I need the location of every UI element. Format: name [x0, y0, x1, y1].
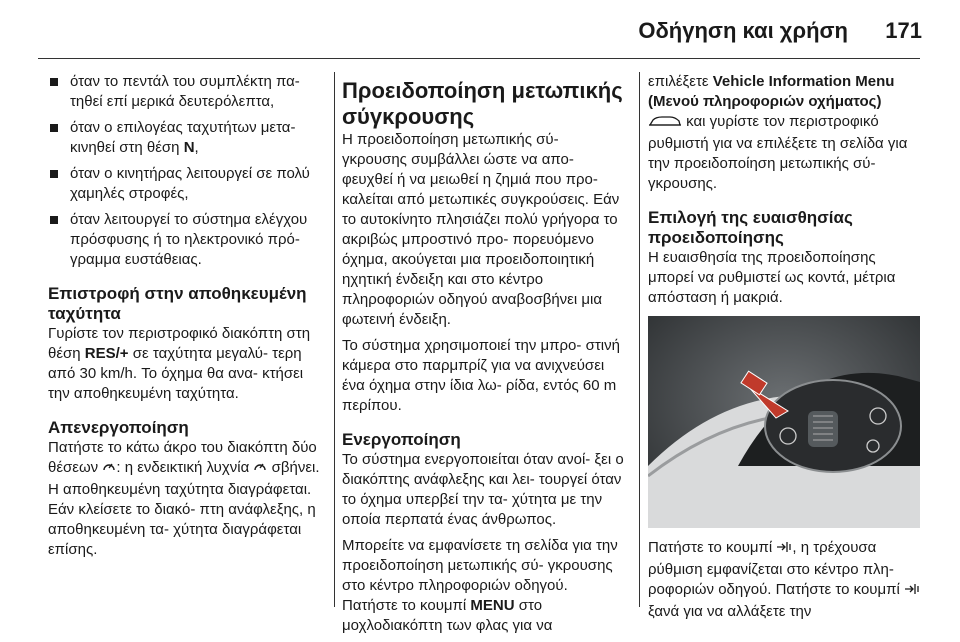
list-item-text: όταν λειτουργεί το σύστημα ελέγχου πρόσφυσης ή το ηλεκτρονικό πρό- γραμμα ευστάθειας. [70, 211, 308, 268]
sensitivity-button-icon [776, 540, 792, 560]
steering-wheel-photo [648, 316, 920, 528]
column-right [648, 72, 924, 628]
paragraph [648, 72, 924, 194]
paragraph-text-end: στο μοχλοδιακόπτη των φλας για να [342, 597, 553, 634]
list-item-text: όταν ο κινητήρας λειτουργεί σε πολύ χαμηλές στροφές, [70, 165, 310, 202]
paragraph-text: : η ενδεικτική λυχνία [116, 459, 254, 476]
paragraph-text: Μπορείτε να εμφανίσετε τη σελίδα για την προειδοποίηση μετωπικής σύ- γκρουσης στο κέντρο πληροφοριών οδηγού. Πατήστε το κουμπί [342, 537, 618, 614]
paragraph-text: Γυρίστε τον περιστροφικό διακόπτη στη θέση [48, 325, 311, 362]
paragraph-text-end: και γυρίστε τον περιστροφικό ρυθμιστή για να επιλέξετε τη σελίδα για την προειδοποίηση μετωπικής σύ- γκρουσης. [648, 113, 908, 192]
column-left [48, 72, 324, 566]
paragraph [48, 324, 324, 404]
paragraph: Η προειδοποίηση μετωπικής σύ- γκρουσης συμβάλλει ώστε να απο- φευχθεί ή να μειωθεί η ζημιά που προ- καλείται από μετωπικές συγκρούσεις. Εάν το αυτοκίνητο πλησιάζει πολύ γρήγορα το ακριβώς μπροστινό προ- πορευόμενο όχημα, ακούγεται μια προειδοποιητική ηχητική ένδειξη και στο κέντρο πληροφοριών οδηγού αναβοσβήνει μια φωτεινή ένδειξη. [342, 131, 620, 328]
paragraph [648, 538, 924, 622]
list-item-text: όταν ο επιλογέας ταχυτήτων μετα- κινηθεί στη θέση [70, 119, 296, 156]
switch-position: RES/+ [84, 345, 129, 362]
page-header [0, 0, 960, 60]
page-number: 171 [885, 18, 922, 43]
list-item-text: όταν το πεντάλ του συμπλέκτη πα- τηθεί επί μερικά δευτερόλεπτα, [70, 73, 300, 110]
section-title-resume: Επιστροφή στην αποθηκευμένη ταχύτητα [48, 284, 307, 323]
paragraph-text: , η τρέχουσα ρύθμιση εμφανίζεται στο κέντρο πλη- ροφοριών οδηγού. Πατήστε το κουμπί [648, 539, 904, 598]
list-item [48, 118, 324, 158]
paragraph-text-end: σε ταχύτητα μεγαλύ- τερη από 30 km/h. Το όχημα θα ανα- κτήσει την αποθηκευμένη ταχύτητα. [48, 345, 304, 402]
paragraph [342, 536, 624, 636]
condition-list [48, 72, 324, 270]
column-middle [342, 78, 624, 642]
header-title: Οδήγηση και χρήση [638, 18, 848, 43]
column-divider-right [639, 72, 640, 607]
list-item [48, 72, 324, 112]
cruise-control-icon [102, 460, 116, 480]
list-item [48, 164, 324, 204]
section-title-sensitivity: Επιλογή της ευαισθησίας προειδοποίησης [648, 208, 853, 247]
section-title-deactivation: Απενεργοποίηση [48, 418, 189, 437]
paragraph: Το σύστημα χρησιμοποιεί την μπρο- στινή κάμερα στο παρμπρίζ για να ανιχνεύσει ένα όχημα στην ίδια λω- ρίδα, εντός 60 m περίπου. [342, 337, 620, 414]
list-item-text-end: , [194, 139, 199, 156]
cruise-control-icon [253, 460, 267, 480]
column-divider-left [334, 72, 335, 607]
paragraph-text: Πατήστε το κουμπί [648, 539, 777, 556]
section-title-forward-collision: Προειδοποίηση μετωπικής σύγκρουσης [342, 78, 623, 129]
menu-button-label: MENU [470, 597, 515, 614]
gear-position: N [183, 139, 195, 156]
paragraph-text: επιλέξετε [648, 73, 713, 90]
menu-name: Vehicle Information Menu (Μενού πληροφοριών οχήματος) [648, 73, 895, 110]
car-icon [648, 114, 682, 134]
sensitivity-button-icon [904, 582, 920, 602]
paragraph [48, 438, 324, 560]
header-rule [38, 58, 920, 59]
paragraph-text-end: σβήνει. Η αποθηκευμένη ταχύτητα διαγράφεται. Εάν κλείσετε το διακό- πτη ανάφλεξης, η αποθηκευμένη τα- χύτητα διαγράφεται επίσης. [48, 459, 320, 558]
list-item [48, 210, 324, 270]
paragraph: Το σύστημα ενεργοποιείται όταν ανοί- ξει ο διακόπτης ανάφλεξης και λει- τουργεί όταν το όχημα υπερβεί την τα- χύτητα με την οποία περπατά ένας άνθρωπος. [342, 451, 624, 528]
section-title-activation: Ενεργοποίηση [342, 430, 461, 449]
paragraph-text-end: ξανά για να αλλάξετε την [648, 603, 812, 620]
paragraph: Η ευαισθησία της προειδοποίησης μπορεί να ρυθμιστεί ως κοντά, μέτρια απόσταση ή μακριά. [648, 249, 896, 306]
paragraph-text: Πατήστε το κάτω άκρο του διακόπτη δύο θέσεων [48, 439, 317, 476]
